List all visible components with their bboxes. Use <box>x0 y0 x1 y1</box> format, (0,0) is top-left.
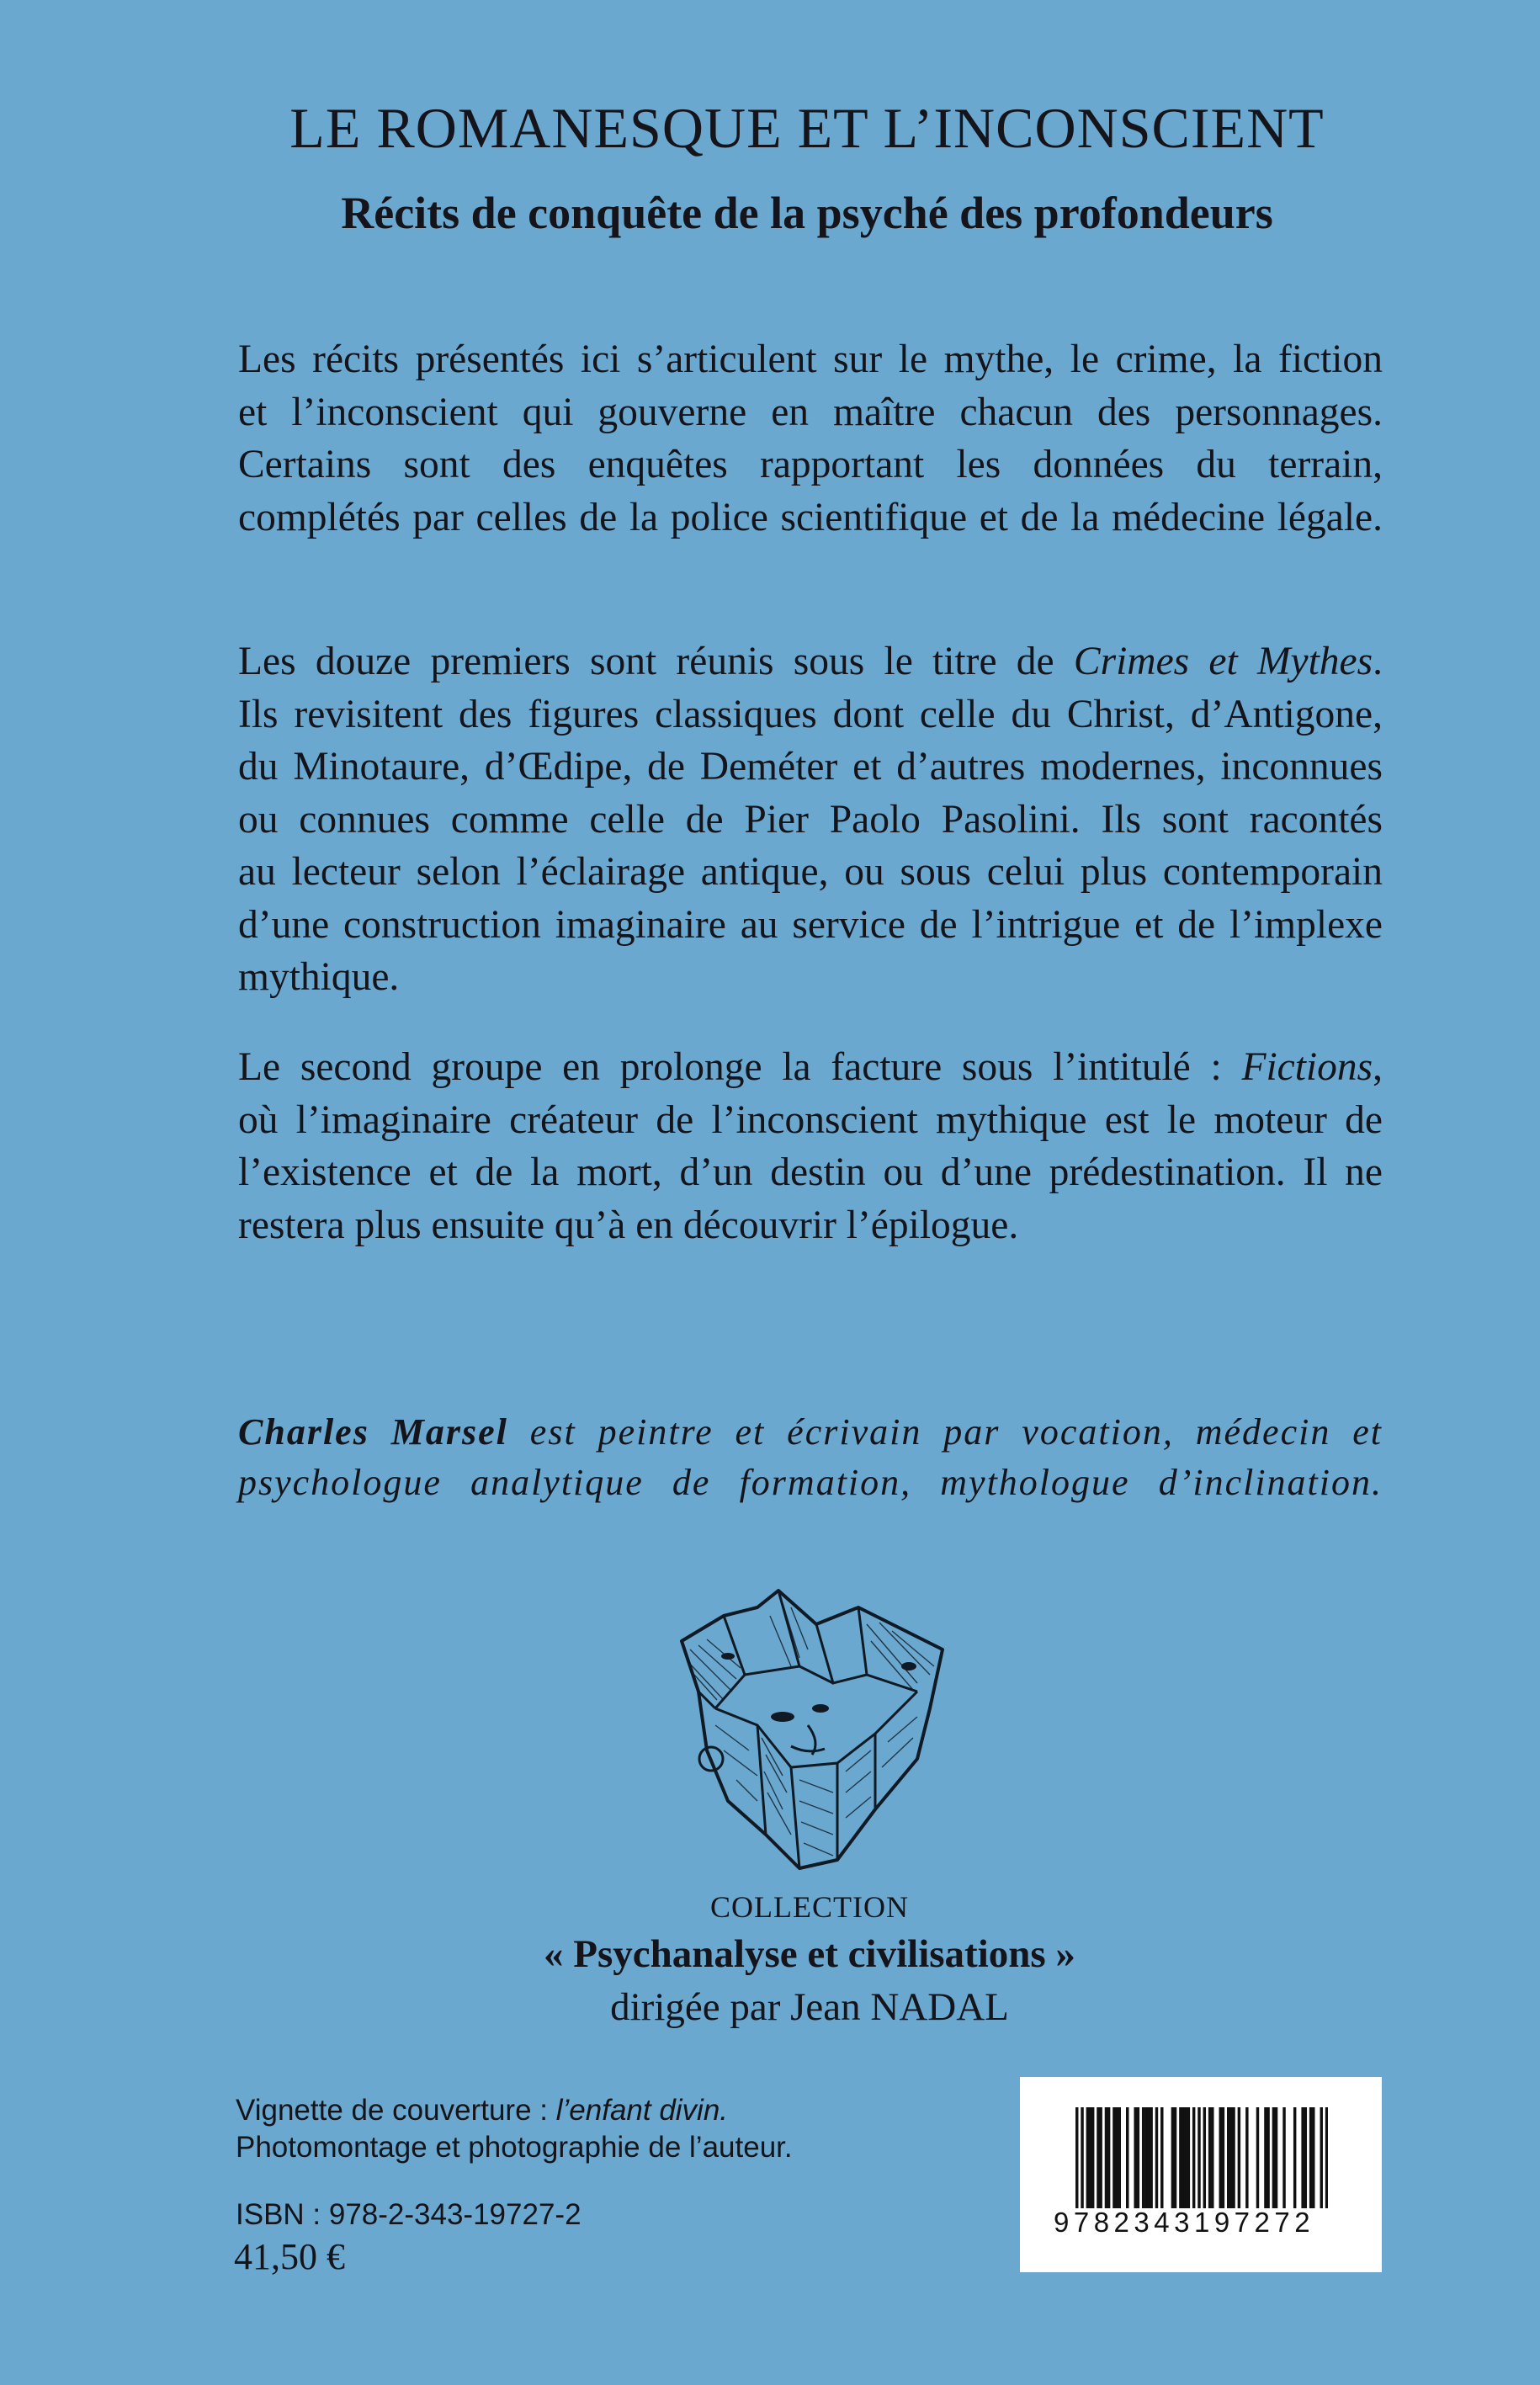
barcode-bar <box>1126 2107 1128 2208</box>
barcode-bar <box>1232 2107 1235 2208</box>
text-line: complétés par celles de la police scientifique et de la médecine légale. <box>238 495 1383 539</box>
text-line <box>238 635 1383 688</box>
book-subtitle: Récits de conquête de la psyché des profondeurs <box>341 188 1273 238</box>
barcode-bar <box>1097 2107 1099 2208</box>
barcode-bar <box>1267 2107 1269 2208</box>
barcode-digits: 9782343197272 <box>1054 2207 1315 2238</box>
text-fragment: Les douze premiers sont réunis sous le titre de <box>238 640 1054 683</box>
vignette-title: l’enfant divin. <box>555 2094 729 2127</box>
text-fragment: . <box>1373 640 1383 683</box>
text-fragment: , <box>1373 1045 1383 1089</box>
barcode-bar <box>1179 2107 1182 2208</box>
barcode-bar <box>1197 2107 1200 2208</box>
barcode-bar <box>1275 2107 1277 2208</box>
blurb-paragraph-3 <box>238 1041 1383 1251</box>
barcode-bar <box>1184 2107 1187 2208</box>
barcode-bar <box>1264 2107 1267 2208</box>
barcode-bar <box>1208 2107 1211 2208</box>
barcode-bar <box>1229 2107 1232 2208</box>
text-fragment: Vignette de couverture : <box>236 2094 548 2127</box>
barcode-bar <box>1238 2107 1240 2208</box>
barcode-bar <box>1113 2107 1115 2208</box>
barcode-bar <box>1105 2107 1107 2208</box>
barcode-bar <box>1171 2107 1174 2208</box>
text-line: au lecteur selon l’éclairage antique, ou sous celui plus contemporain <box>238 850 1383 894</box>
barcode-bars <box>1075 2107 1328 2208</box>
book-title: LE ROMANESQUE ET L’INCONSCIENT <box>289 96 1325 160</box>
barcode-bar <box>1115 2107 1118 2208</box>
barcode-bar <box>1155 2107 1158 2208</box>
barcode-bar <box>1320 2107 1323 2208</box>
barcode-bar <box>1203 2107 1206 2208</box>
bio-line-2: psychologue analytique de formation, mythologue d’inclination. <box>238 1462 1383 1503</box>
barcode-bar <box>1293 2107 1296 2208</box>
barcode-bar <box>1256 2107 1259 2208</box>
barcode-bar <box>1187 2107 1190 2208</box>
photo-credit: Photomontage et photographie de l’auteur. <box>236 2131 793 2164</box>
collection-director: dirigée par Jean NADAL <box>610 1985 1009 2029</box>
barcode-bar <box>1107 2107 1110 2208</box>
barcode-bar <box>1312 2107 1314 2208</box>
barcode-bar <box>1137 2107 1139 2208</box>
barcode-bar <box>1282 2107 1285 2208</box>
barcode-bar <box>1309 2107 1312 2208</box>
barcode-bar <box>1222 2107 1224 2208</box>
barcode-bar <box>1081 2107 1083 2208</box>
author-bio <box>238 1407 1383 1508</box>
collection-name: « Psychanalyse et civilisations » <box>544 1932 1075 1976</box>
isbn: ISBN : 978-2-343-19727-2 <box>236 2198 581 2231</box>
barcode-bar <box>1150 2107 1152 2208</box>
author-name: Charles Marsel <box>238 1411 508 1453</box>
text-line: mythique. <box>238 955 400 999</box>
barcode-bar <box>1147 2107 1150 2208</box>
barcode-bar <box>1301 2107 1304 2208</box>
text-line: l’existence et de la mort, d’un destin ou d’une prédestination. Il ne <box>238 1150 1383 1194</box>
text-line: d’une construction imaginaire au service de l’intrigue et de l’implexe <box>238 902 1383 947</box>
barcode-bar <box>1142 2107 1144 2208</box>
text-fragment: est peintre et écrivain par vocation, médecin et <box>529 1411 1383 1453</box>
text-fragment: Le second groupe en prolonge la facture sous l’intitulé : <box>238 1045 1222 1089</box>
barcode-bar <box>1118 2107 1121 2208</box>
text-line: Les récits présentés ici s’articulent sur le mythe, le crime, la fiction <box>238 337 1383 381</box>
text-line: ou connues comme celle de Pier Paolo Pasolini. Ils sont racontés <box>238 797 1383 842</box>
barcode-bar <box>1219 2107 1222 2208</box>
text-line: et l’inconscient qui gouverne en maître chacun des personnages. <box>238 390 1383 434</box>
barcode-bar <box>1134 2107 1136 2208</box>
text-line: Ils revisitent des figures classiques dont celle du Christ, d’Antigone, <box>238 692 1383 736</box>
barcode-bar <box>1160 2107 1163 2208</box>
collection-label: COLLECTION <box>710 1890 909 1924</box>
barcode-bar <box>1211 2107 1213 2208</box>
cover-vignette-credit <box>236 2094 728 2127</box>
text-line: où l’imaginaire créateur de l’inconscient mythique est le moteur de <box>238 1097 1383 1142</box>
barcode-bar <box>1245 2107 1248 2208</box>
barcode-bar <box>1192 2107 1195 2208</box>
price: 41,50 € <box>234 2236 345 2277</box>
barcode-bar <box>1091 2107 1094 2208</box>
barcode-bar <box>1099 2107 1102 2208</box>
bio-line-1 <box>238 1407 1383 1458</box>
blurb-paragraph-1 <box>238 333 1383 544</box>
barcode-bar <box>1086 2107 1089 2208</box>
text-line <box>238 1041 1383 1094</box>
blurb-paragraph-2 <box>238 635 1383 1004</box>
fictions-title: Fictions <box>1241 1045 1373 1089</box>
barcode-bar <box>1089 2107 1091 2208</box>
barcode-bar <box>1272 2107 1275 2208</box>
barcode-bar <box>1075 2107 1078 2208</box>
cubist-face-stone-icon <box>665 1582 955 1894</box>
barcode-bar <box>1304 2107 1307 2208</box>
text-line: du Minotaure, d’Œdipe, de Deméter et d’autres modernes, inconnues <box>238 745 1383 789</box>
text-line: Certains sont des enquêtes rapportant les données du terrain, <box>238 443 1383 486</box>
barcode-bar <box>1227 2107 1229 2208</box>
barcode-bar <box>1144 2107 1147 2208</box>
barcode-bar <box>1174 2107 1176 2208</box>
crimes-et-mythes-title: Crimes et Mythes <box>1073 640 1373 683</box>
barcode-bar <box>1325 2107 1328 2208</box>
text-line: restera plus ensuite qu’à en découvrir l’épilogue. <box>238 1203 1019 1247</box>
barcode-bar <box>1182 2107 1184 2208</box>
barcode <box>1020 2077 1382 2272</box>
